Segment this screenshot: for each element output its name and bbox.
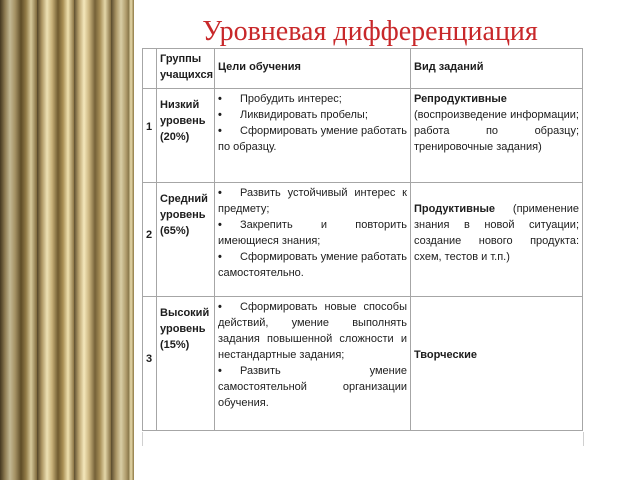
bullet-icon: • [218, 187, 222, 199]
list-item: • Пробудить интерес; [218, 93, 342, 105]
table-header-row [143, 49, 583, 89]
bullet-icon: • [218, 365, 222, 377]
task-title: Творческие [414, 349, 477, 361]
list-item: • Сформировать умение работать по образцу. [218, 125, 408, 153]
task-title: Репродуктивные [414, 93, 507, 105]
goals-cell [215, 89, 411, 183]
table-row [143, 183, 583, 297]
group-percent: (20%) [160, 131, 190, 143]
task-title: Продуктивные [414, 203, 496, 215]
goals-list [218, 185, 407, 281]
list-item: • Ликвидировать пробелы; [218, 109, 368, 121]
group-cell [157, 89, 215, 183]
header-goals: Цели обучения [215, 49, 411, 89]
group-name: Средний [160, 193, 208, 205]
group-name: Низкий [160, 99, 200, 111]
task-text: (применение знания в новой ситуации; создание нового продукта: схем, тестов и т.п.) [414, 203, 579, 263]
header-tasks: Вид заданий [411, 49, 583, 89]
group-level: уровень [160, 115, 206, 127]
row-number: 1 [143, 89, 157, 183]
bullet-icon: • [218, 109, 222, 121]
slide-title: Уровневая дифференциация [202, 16, 538, 47]
list-item: • Закрепить и повторить имеющиеся знания; [218, 219, 407, 247]
table-row [143, 89, 583, 183]
bullet-icon: • [218, 301, 222, 313]
row-number: 2 [143, 183, 157, 297]
group-cell [157, 297, 215, 431]
goals-list [218, 299, 407, 411]
goals-cell [215, 297, 411, 431]
table-row [143, 297, 583, 431]
table-footer-strip [142, 432, 584, 446]
curtain-edge [128, 0, 134, 480]
goals-list [218, 91, 407, 155]
goals-cell [215, 183, 411, 297]
group-percent: (65%) [160, 225, 190, 237]
header-num-cell [143, 49, 157, 89]
task-cell [411, 297, 583, 431]
list-item: • Сформировать умение работать самостоятельно. [218, 251, 408, 279]
group-level: уровень [160, 209, 206, 221]
bullet-icon: • [218, 93, 222, 105]
task-cell [411, 89, 583, 183]
group-level: уровень [160, 323, 206, 335]
task-cell [411, 183, 583, 297]
list-item: • Развить умение самостоятельной организации обучения. [218, 365, 407, 409]
group-cell [157, 183, 215, 297]
list-item: • Развить устойчивый интерес к предмету; [218, 187, 407, 215]
header-groups: Группы учащихся [157, 49, 215, 89]
list-item: • Сформировать новые способы действий, умение выполнять задания повышенной сложности и нестандартные задания; [218, 301, 407, 361]
differentiation-table [142, 48, 583, 431]
bullet-icon: • [218, 125, 222, 137]
group-percent: (15%) [160, 339, 190, 351]
group-name: Высокий [160, 307, 210, 319]
bullet-icon: • [218, 251, 222, 263]
row-number: 3 [143, 297, 157, 431]
bullet-icon: • [218, 219, 222, 231]
task-text: (воспроизведение информации; работа по образцу; тренировочные задания) [414, 109, 579, 153]
curtain-shade [0, 0, 132, 480]
